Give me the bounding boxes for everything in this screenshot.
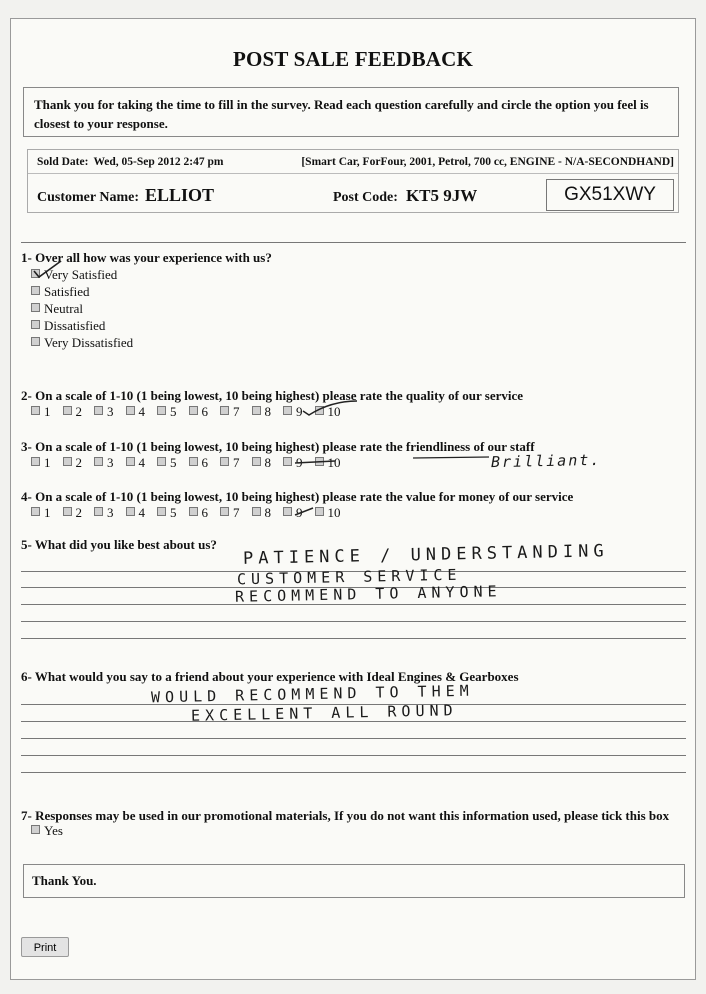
section-divider — [21, 242, 686, 243]
q4-option-label: 10 — [327, 505, 341, 520]
sold-date-label: Sold Date: — [37, 156, 89, 168]
q5-answer-line-1: PATIENCE / UNDERSTANDING — [242, 541, 609, 569]
q7-option-label: Yes — [44, 823, 63, 838]
q5-answer-line-2: CUSTOMER SERVICE — [236, 565, 462, 589]
checkbox-icon[interactable] — [31, 337, 40, 346]
q1-option-dissatisfied[interactable] — [31, 317, 133, 334]
q3-option-label: 3 — [107, 455, 114, 470]
q1-option-neutral[interactable] — [31, 300, 133, 317]
post-code-value: KT5 9JW — [405, 186, 478, 205]
info-divider — [28, 173, 678, 174]
checkbox-icon[interactable] — [31, 286, 40, 295]
question-6: 6- What would you say to a friend about your experience with Ideal Engines & Gearboxes — [21, 669, 519, 684]
q2-option-label: 9 — [296, 404, 303, 419]
handwritten-tick-icon — [293, 505, 333, 519]
q3-option[interactable] — [252, 455, 272, 470]
intro-box: Thank you for taking the time to fill in the survey. Read each question carefully and circle the option you feel is closest to your response. — [23, 87, 679, 137]
q2-option[interactable] — [252, 404, 272, 419]
q3-option-label: 2 — [75, 455, 82, 470]
checkbox-icon[interactable] — [31, 457, 40, 466]
q2-option[interactable] — [63, 404, 83, 419]
checkbox-icon[interactable] — [94, 507, 103, 516]
question-7: 7- Responses may be used in our promotional materials, If you do not want this information used, please tick this box — [21, 808, 670, 823]
q2-option[interactable] — [220, 404, 240, 419]
q4-option-label: 7 — [233, 505, 240, 520]
answer-line — [21, 638, 686, 639]
checkbox-icon[interactable] — [94, 406, 103, 415]
handwritten-tick-icon — [31, 259, 71, 281]
checkbox-icon[interactable] — [63, 457, 72, 466]
question-3: 3- On a scale of 1-10 (1 being lowest, 10 being highest) please rate the friendliness of our staff — [21, 439, 535, 454]
q6-answer-line-2: EXCELLENT ALL ROUND — [190, 701, 458, 725]
q3-option[interactable] — [189, 455, 209, 470]
handwritten-underline-icon — [411, 455, 491, 461]
post-code-label: Post Code: — [333, 190, 398, 205]
q2-option[interactable] — [126, 404, 146, 419]
q2-option-label: 3 — [107, 404, 114, 419]
question-2: 2- On a scale of 1-10 (1 being lowest, 10 being highest) please rate the quality of our service — [21, 388, 524, 403]
answer-line — [21, 772, 686, 773]
q7-option-yes[interactable] — [31, 822, 63, 839]
q2-option-label: 4 — [138, 404, 145, 419]
checkbox-icon[interactable] — [252, 406, 261, 415]
q3-option[interactable] — [94, 455, 114, 470]
post-code — [333, 186, 477, 206]
checkbox-icon[interactable] — [252, 457, 261, 466]
question-5: 5- What did you like best about us? — [21, 537, 217, 552]
q1-option-very-dissatisfied[interactable] — [31, 334, 133, 351]
q2-option[interactable] — [31, 404, 51, 419]
checkbox-icon[interactable] — [220, 457, 229, 466]
checkbox-icon[interactable] — [189, 406, 198, 415]
q4-option[interactable] — [157, 505, 177, 520]
customer-name-value: ELLIOT — [145, 185, 215, 205]
q4-option-label: 6 — [201, 505, 208, 520]
q1-option-label: Very Satisfied — [44, 267, 118, 282]
q2-option-label: 10 — [327, 404, 341, 419]
checkbox-icon[interactable] — [126, 457, 135, 466]
q4-option-label: 8 — [264, 505, 271, 520]
q4-option[interactable] — [94, 505, 114, 520]
q4-option-label: 9 — [296, 505, 303, 520]
q2-option-label: 1 — [44, 404, 51, 419]
checkbox-icon[interactable] — [126, 406, 135, 415]
question-4: 4- On a scale of 1-10 (1 being lowest, 10 being highest) please rate the value for money of our service — [21, 489, 574, 504]
checkbox-icon[interactable] — [31, 507, 40, 516]
checkbox-icon[interactable] — [31, 303, 40, 312]
checkbox-icon[interactable] — [63, 507, 72, 516]
vehicle-description: [Smart Car, ForFour, 2001, Petrol, 700 cc, ENGINE - N/A-SECONDHAND] — [301, 156, 674, 168]
checkbox-icon[interactable] — [189, 457, 198, 466]
checkbox-icon[interactable] — [220, 406, 229, 415]
q3-option-label: 8 — [264, 455, 271, 470]
q3-option[interactable] — [126, 455, 146, 470]
q2-option[interactable] — [94, 404, 114, 419]
q2-option-label: 6 — [201, 404, 208, 419]
q5-answer-line-3: RECOMMEND TO ANYONE — [234, 582, 502, 606]
q2-option-label: 8 — [264, 404, 271, 419]
checkbox-icon[interactable] — [252, 507, 261, 516]
q2-option[interactable] — [189, 404, 209, 419]
thank-you-box: Thank You. — [23, 864, 685, 898]
answer-line — [21, 755, 686, 756]
checkbox-icon[interactable] — [283, 507, 292, 516]
checkbox-icon[interactable] — [283, 406, 292, 415]
q4-option-label: 5 — [170, 505, 177, 520]
q7-options — [31, 822, 63, 839]
q4-option[interactable] — [220, 505, 240, 520]
answer-line — [21, 621, 686, 622]
q4-option-label: 2 — [75, 505, 82, 520]
q3-option-label: 10 — [327, 455, 341, 470]
form-title: POST SALE FEEDBACK — [232, 47, 474, 71]
checkbox-icon[interactable] — [94, 457, 103, 466]
customer-name-label: Customer Name: — [37, 190, 139, 205]
sold-date — [37, 156, 223, 168]
q3-option-label: 9 — [296, 455, 303, 470]
q4-option[interactable] — [31, 505, 51, 520]
q4-option[interactable] — [252, 505, 272, 520]
q4-option[interactable] — [126, 505, 146, 520]
checkbox-icon[interactable] — [189, 507, 198, 516]
q1-option-label: Very Dissatisfied — [44, 335, 134, 350]
q4-option-label: 1 — [44, 505, 51, 520]
q2-option[interactable] — [283, 404, 303, 419]
checkbox-icon[interactable] — [157, 507, 166, 516]
q4-option[interactable] — [63, 505, 83, 520]
checkbox-icon[interactable] — [220, 507, 229, 516]
q3-handwritten-note: Brilliant. — [490, 450, 602, 472]
sale-info-box — [27, 149, 679, 213]
q3-option-label: 7 — [233, 455, 240, 470]
question-1: 1- Over all how was your experience with us? — [21, 250, 272, 265]
checkbox-icon[interactable] — [157, 457, 166, 466]
checkbox-icon[interactable] — [31, 825, 40, 834]
sold-date-value: Wed, 05-Sep 2012 2:47 pm — [93, 156, 224, 168]
checkbox-icon[interactable] — [126, 507, 135, 516]
q3-option[interactable] — [220, 455, 240, 470]
q3-option-label: 5 — [170, 455, 177, 470]
q1-option-label: Satisfied — [44, 284, 90, 299]
q1-option-label: Dissatisfied — [44, 318, 106, 333]
checkbox-icon[interactable] — [157, 406, 166, 415]
q4-option-label: 3 — [107, 505, 114, 520]
answer-line — [21, 738, 686, 739]
q3-option-label: 6 — [201, 455, 208, 470]
answer-line — [21, 604, 686, 605]
handwritten-strike-icon — [293, 457, 338, 469]
q3-option-label: 4 — [138, 455, 145, 470]
q1-option-label: Neutral — [44, 301, 83, 316]
q3-option-label: 1 — [44, 455, 51, 470]
registration-plate: GX51XWY — [546, 179, 674, 211]
checkbox-icon[interactable] — [63, 406, 72, 415]
q4-option[interactable] — [189, 505, 209, 520]
print-button[interactable]: Print — [21, 937, 69, 957]
handwritten-tick-icon — [301, 399, 361, 419]
checkbox-icon[interactable] — [31, 320, 40, 329]
q6-answer-line-1: WOULD RECOMMEND TO THEM — [150, 681, 474, 707]
q2-option-label: 2 — [75, 404, 82, 419]
q1-option-satisfied[interactable] — [31, 283, 133, 300]
q3-option[interactable] — [31, 455, 51, 470]
checkbox-icon[interactable] — [283, 457, 292, 466]
feedback-form — [10, 18, 696, 980]
q2-option[interactable] — [157, 404, 177, 419]
q2-option-label: 7 — [233, 404, 240, 419]
q2-option-label: 5 — [170, 404, 177, 419]
customer-name — [37, 185, 214, 206]
q4-option-label: 4 — [138, 505, 145, 520]
q3-option[interactable] — [63, 455, 83, 470]
q3-option[interactable] — [157, 455, 177, 470]
checkbox-icon[interactable] — [31, 406, 40, 415]
